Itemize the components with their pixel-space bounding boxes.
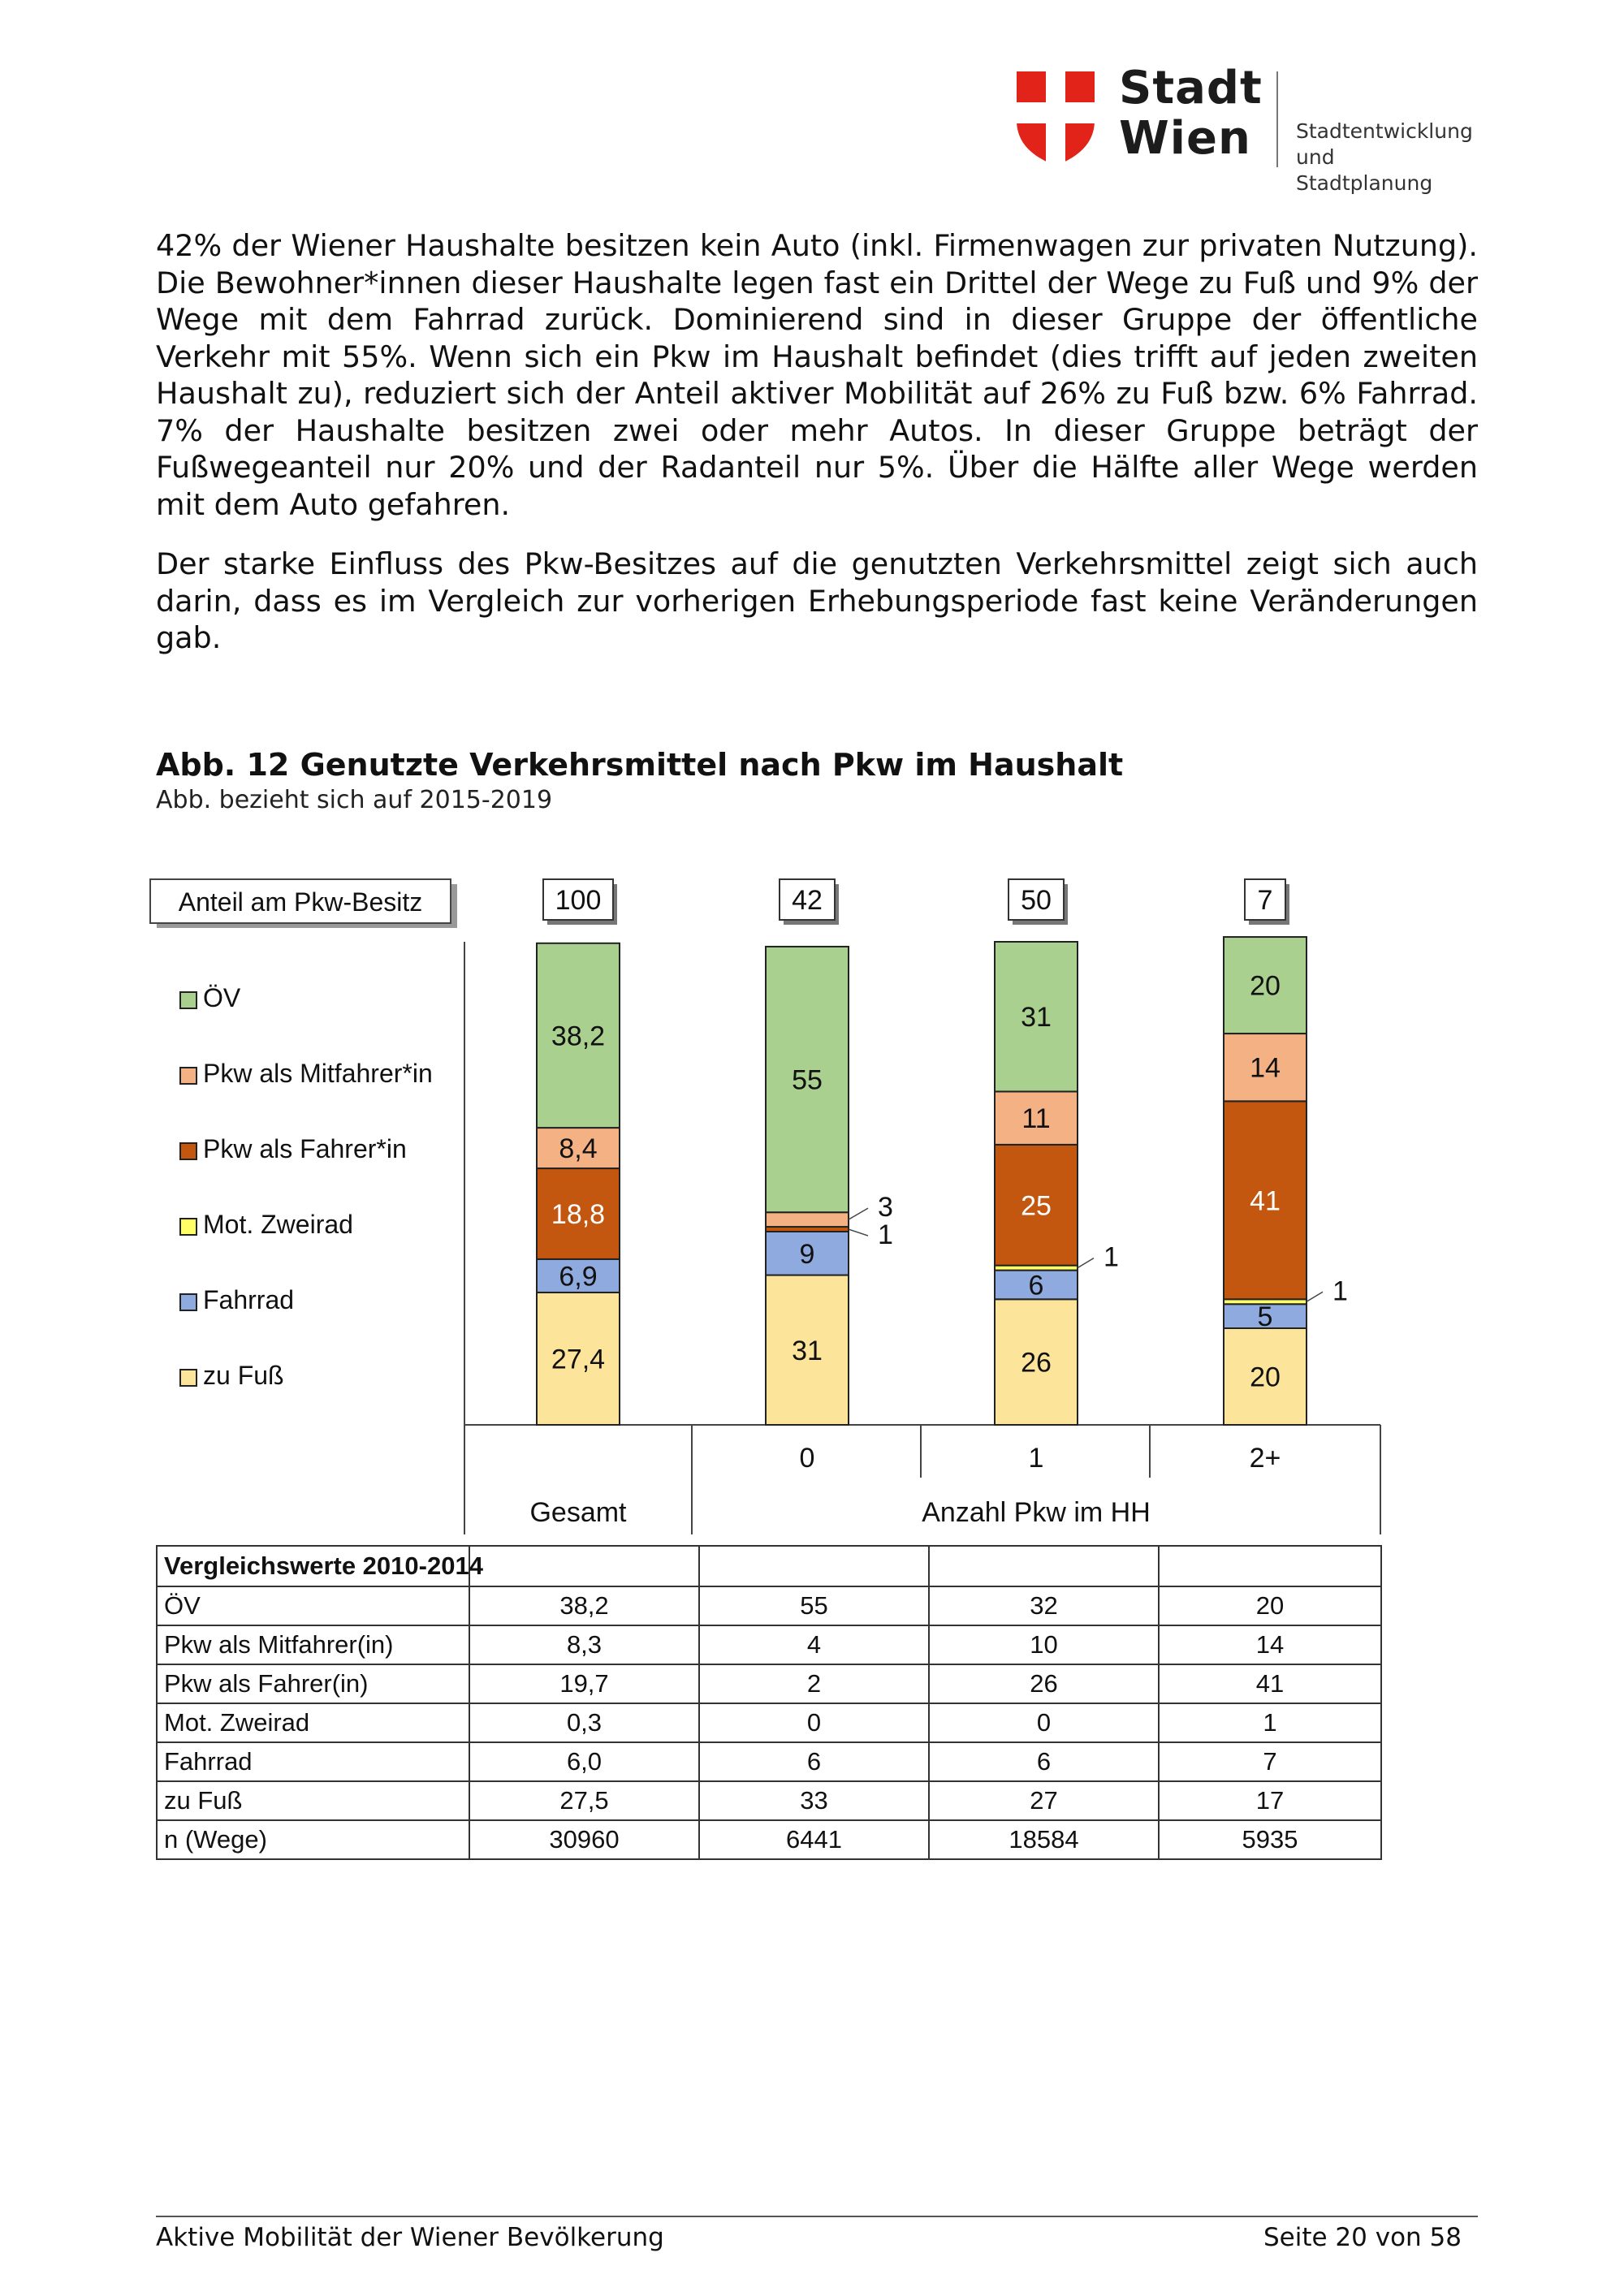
share-label-text: Anteil am Pkw-Besitz bbox=[178, 887, 423, 917]
table-cell bbox=[699, 1546, 929, 1586]
table-row bbox=[157, 1703, 1381, 1742]
table-row bbox=[157, 1664, 1381, 1703]
data-label-leader bbox=[1078, 1258, 1094, 1268]
footer-page-number: Seite 20 von 58 bbox=[1263, 2223, 1462, 2252]
table-cell: 6441 bbox=[699, 1820, 929, 1859]
legend-swatch bbox=[180, 1143, 197, 1159]
row-label: n (Wege) bbox=[157, 1820, 469, 1859]
bar-data-label: 26 bbox=[1021, 1347, 1052, 1379]
legend-label: Mot. Zweirad bbox=[203, 1210, 353, 1239]
data-label-leader bbox=[1307, 1292, 1323, 1301]
bar-data-label: 6 bbox=[1028, 1270, 1044, 1301]
department-line-1: Stadtentwicklung bbox=[1296, 119, 1473, 143]
row-label: Pkw als Fahrer(in) bbox=[157, 1664, 469, 1703]
category-label: Gesamt bbox=[529, 1497, 627, 1528]
table-cell: 55 bbox=[699, 1586, 929, 1625]
category-label: 1 bbox=[1028, 1443, 1044, 1474]
logo-wordmark bbox=[1119, 63, 1263, 164]
table-cell bbox=[1159, 1546, 1381, 1586]
table-cell bbox=[929, 1546, 1159, 1586]
category-label: 0 bbox=[799, 1443, 815, 1474]
footer-document-title: Aktive Mobilität der Wiener Bevölkerung bbox=[156, 2223, 664, 2252]
bar-data-label: 9 bbox=[799, 1238, 815, 1270]
bar-segment bbox=[766, 1212, 849, 1227]
bar-data-label: 31 bbox=[1021, 1002, 1052, 1034]
vienna-shield-icon bbox=[1013, 70, 1098, 167]
table-cell: 10 bbox=[929, 1625, 1159, 1664]
logo-line-1: Stadt bbox=[1119, 62, 1263, 114]
data-label-leader bbox=[849, 1208, 868, 1219]
table-cell: 8,3 bbox=[469, 1625, 699, 1664]
bar-data-label: 14 bbox=[1250, 1052, 1281, 1084]
logo-line-2: Wien bbox=[1119, 112, 1251, 165]
bar-data-label: 55 bbox=[792, 1064, 823, 1096]
department-name bbox=[1296, 119, 1473, 196]
row-label: ÖV bbox=[157, 1586, 469, 1625]
table-row bbox=[157, 1586, 1381, 1625]
bar-data-label: 11 bbox=[1021, 1103, 1051, 1135]
table-cell: 17 bbox=[1159, 1781, 1381, 1820]
share-value: 100 bbox=[555, 885, 602, 916]
row-label: Pkw als Mitfahrer(in) bbox=[157, 1625, 469, 1664]
share-value: 7 bbox=[1257, 885, 1273, 916]
comparison-table-title: Vergleichswerte 2010-2014 bbox=[157, 1546, 469, 1586]
department-line-2: und Stadtplanung bbox=[1296, 145, 1433, 195]
table-row bbox=[157, 1820, 1381, 1859]
group-axis-label: Anzahl Pkw im HH bbox=[922, 1497, 1151, 1528]
table-cell: 6 bbox=[929, 1742, 1159, 1781]
row-label: Mot. Zweirad bbox=[157, 1703, 469, 1742]
comparison-table-header-row bbox=[157, 1546, 1381, 1586]
bar-data-label: 27,4 bbox=[551, 1344, 606, 1375]
bar-data-label: 1 bbox=[878, 1219, 893, 1251]
bar-data-label: 41 bbox=[1250, 1185, 1281, 1217]
data-label-leader bbox=[849, 1229, 868, 1236]
table-cell: 20 bbox=[1159, 1586, 1381, 1625]
table-cell: 5935 bbox=[1159, 1820, 1381, 1859]
table-cell: 6,0 bbox=[469, 1742, 699, 1781]
bar-data-label: 38,2 bbox=[551, 1021, 606, 1052]
legend-label: Fahrrad bbox=[203, 1285, 295, 1314]
table-cell: 2 bbox=[699, 1664, 929, 1703]
bar-data-label: 20 bbox=[1250, 970, 1281, 1002]
table-row bbox=[157, 1781, 1381, 1820]
share-value: 50 bbox=[1021, 885, 1052, 916]
table-cell: 30960 bbox=[469, 1820, 699, 1859]
bar-data-label: 5 bbox=[1257, 1301, 1273, 1333]
bar-data-label: 1 bbox=[1332, 1275, 1348, 1307]
table-cell: 38,2 bbox=[469, 1586, 699, 1625]
table-cell: 32 bbox=[929, 1586, 1159, 1625]
legend-swatch bbox=[180, 1370, 197, 1386]
table-cell: 14 bbox=[1159, 1625, 1381, 1664]
table-row bbox=[157, 1625, 1381, 1664]
table-cell: 6 bbox=[699, 1742, 929, 1781]
bar-data-label: 1 bbox=[1104, 1241, 1119, 1273]
legend-label: Pkw als Mitfahrer*in bbox=[203, 1059, 433, 1088]
figure-subtitle: Abb. bezieht sich auf 2015-2019 bbox=[156, 786, 553, 814]
legend-swatch bbox=[180, 1294, 197, 1310]
paragraph-1: 42% der Wiener Haushalte besitzen kein Auto (inkl. Firmenwagen zur privaten Nutzung). Die Bewohner*innen dieser Haushalte legen fast ein Drittel der Wege zu Fuß und 9% der Wege mit dem Fahrrad zurück. Dominierend sind in dieser Gruppe der öffentliche Verkehr mit 55%. Wenn sich ein Pkw im Haushalt befindet (dies trifft auf jeden zweiten Haushalt zu), reduziert sich der Anteil aktiver Mobilität auf 26% zu Fuß bzw. 6% Fahrrad. 7% der Haushalte besitzen zwei oder mehr Autos. In dieser Gruppe beträgt der Fußwegeanteil nur 20% und der Radanteil nur 5%. Über die Hälfte aller Wege werden mit dem Auto gefahren. bbox=[156, 228, 1478, 522]
logo-divider bbox=[1276, 71, 1278, 167]
table-cell: 4 bbox=[699, 1625, 929, 1664]
category-label: 2+ bbox=[1249, 1443, 1281, 1474]
table-cell: 26 bbox=[929, 1664, 1159, 1703]
table-cell: 1 bbox=[1159, 1703, 1381, 1742]
table-row bbox=[157, 1742, 1381, 1781]
bar-data-label: 8,4 bbox=[559, 1133, 598, 1165]
legend-label: ÖV bbox=[203, 983, 241, 1012]
legend-label: zu Fuß bbox=[203, 1361, 284, 1390]
paragraph-2: Der starke Einfluss des Pkw-Besitzes auf die genutzten Verkehrsmittel zeigt sich auch darin, dass es im Vergleich zur vorherigen Erhebungsperiode fast keine Veränderungen gab. bbox=[156, 546, 1478, 655]
bar-data-label: 6,9 bbox=[559, 1261, 598, 1293]
bar-data-label: 18,8 bbox=[551, 1198, 606, 1230]
stadt-wien-logo bbox=[1013, 62, 1473, 195]
legend-swatch bbox=[180, 992, 197, 1008]
bar-data-label: 31 bbox=[792, 1335, 823, 1366]
legend-swatch bbox=[180, 1219, 197, 1235]
bar-data-label: 25 bbox=[1021, 1190, 1052, 1222]
table-cell: 0 bbox=[929, 1703, 1159, 1742]
share-value: 42 bbox=[792, 885, 823, 916]
bar-data-label: 3 bbox=[878, 1192, 893, 1224]
table-cell: 0,3 bbox=[469, 1703, 699, 1742]
figure-title: Abb. 12 Genutzte Verkehrsmittel nach Pkw im Haushalt bbox=[156, 747, 1124, 783]
table-cell: 27,5 bbox=[469, 1781, 699, 1820]
table-cell: 27 bbox=[929, 1781, 1159, 1820]
stacked-bar-chart bbox=[0, 861, 1624, 1547]
table-cell: 41 bbox=[1159, 1664, 1381, 1703]
table-cell: 7 bbox=[1159, 1742, 1381, 1781]
table-cell: 0 bbox=[699, 1703, 929, 1742]
legend-label: Pkw als Fahrer*in bbox=[203, 1134, 407, 1163]
row-label: Fahrrad bbox=[157, 1742, 469, 1781]
table-cell bbox=[469, 1546, 699, 1586]
footer-divider bbox=[156, 2216, 1478, 2217]
table-cell: 19,7 bbox=[469, 1664, 699, 1703]
table-cell: 33 bbox=[699, 1781, 929, 1820]
table-cell: 18584 bbox=[929, 1820, 1159, 1859]
legend-swatch bbox=[180, 1068, 197, 1084]
row-label: zu Fuß bbox=[157, 1781, 469, 1820]
comparison-table bbox=[156, 1545, 1382, 1860]
bar-data-label: 20 bbox=[1250, 1362, 1281, 1393]
